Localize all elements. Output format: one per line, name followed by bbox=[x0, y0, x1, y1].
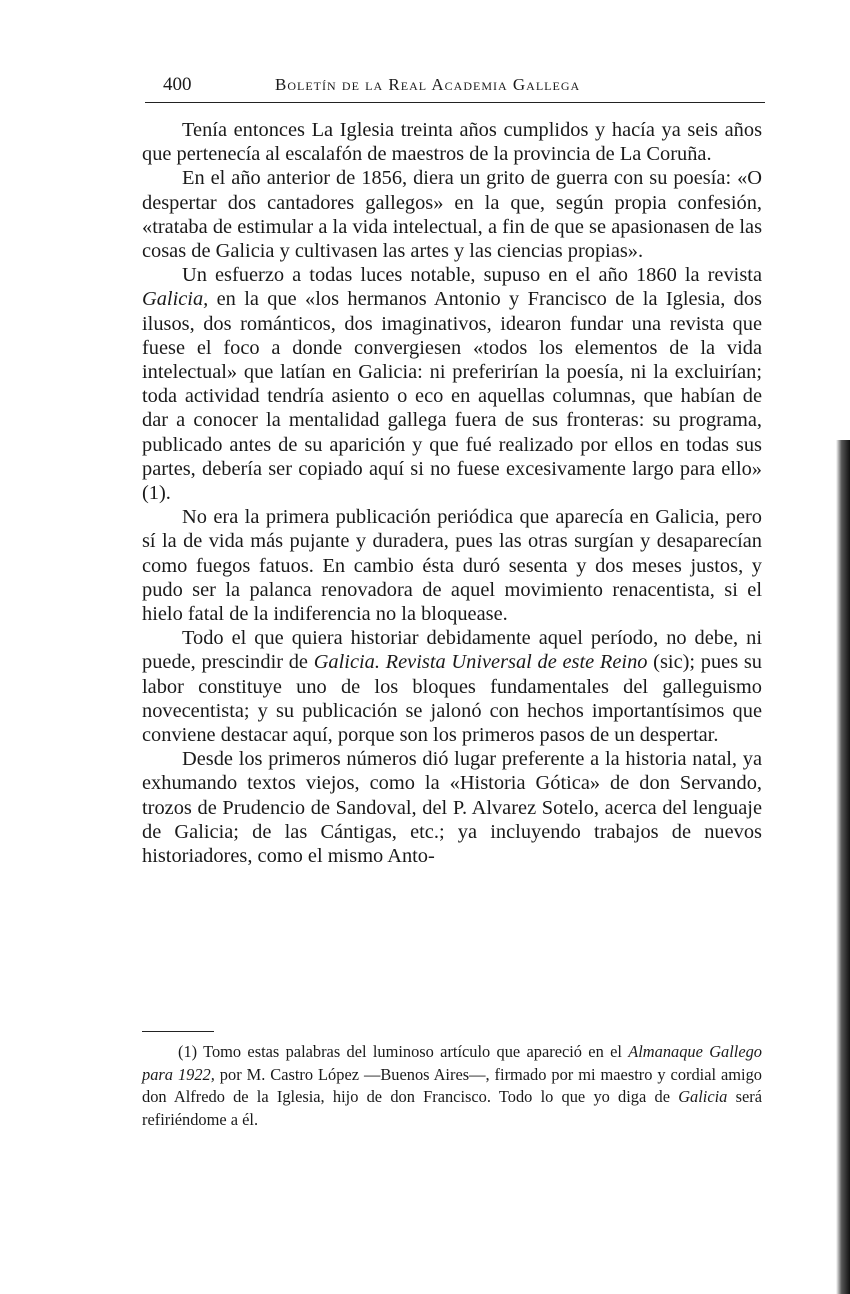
scan-edge-shadow bbox=[836, 440, 850, 1294]
paragraph-5-italic: Galicia. Revista Universal de este Reino bbox=[313, 651, 648, 674]
running-header bbox=[145, 74, 765, 103]
paragraph-1: Tenía entonces La Iglesia treinta años cumplidos y hacía ya seis años que pertenecía al escalafón de maestros de la provincia de La Coruña. bbox=[142, 119, 762, 166]
body-text bbox=[142, 118, 762, 868]
footnote-text-a: (1) Tomo estas palabras del luminoso artículo que apareció en el bbox=[178, 1042, 629, 1061]
paragraph-5-text-a: Todo el que quiera historiar debidamente aquel período, no debe, ni puede, prescindir de bbox=[142, 627, 762, 674]
page-number: 400 bbox=[163, 74, 192, 95]
paragraph-3-italic: Galicia, bbox=[142, 288, 209, 311]
footnote-italic-galicia: Galicia bbox=[678, 1087, 728, 1106]
paragraph-6: Desde los primeros números dió lugar preferente a la historia natal, ya exhumando textos viejos, como la «Historia Gótica» de don Servando, trozos de Prudencio de Sandoval, del P. Alvarez Sotelo, acerca del lenguaje de Galicia; de las Cántigas, etc.; ya incluyendo trabajos de nuevos historiadores, como el mismo Anto- bbox=[142, 748, 762, 868]
footnote-divider bbox=[142, 1031, 214, 1032]
footnote-text-b: por M. Castro López —Buenos Aires—, firmado por mi maestro y cordial amigo don Alfredo de la Iglesia, hijo de don Francisco. Todo lo que yo diga de bbox=[142, 1064, 762, 1106]
footnote bbox=[142, 1041, 762, 1131]
footnote-text-c: será refiriéndome a él. bbox=[142, 1087, 763, 1129]
paragraph-2: En el año anterior de 1856, diera un grito de guerra con su poesía: «O despertar dos cantadores gallegos» en la que, según propia confesión, «trataba de estimular a la vida intelectual, a fin de que se apasionasen de las cosas de Galicia y cultivasen las artes y las ciencias propias». bbox=[142, 167, 762, 263]
paragraph-4: No era la primera publicación periódica que aparecía en Galicia, pero sí la de vida más pujante y duradera, pues las otras surgían y desaparecían como fuegos fatuos. En cambio ésta duró sesenta y dos meses justos, y pudo ser la palanca renovadora de aquel movimiento renacentista, si el hielo fatal de la indiferencia no la bloquease. bbox=[142, 506, 762, 626]
paragraph-5 bbox=[142, 626, 762, 747]
paragraph-5-text-b: (sic); pues su labor constituye uno de los bloques fundamentales del galleguismo novecentista; y su publicación se jalonó con hechos importantísimos que conviene destacar aquí, porque son los primeros pasos de un despertar. bbox=[142, 651, 763, 747]
paragraph-3-text-a: Un esfuerzo a todas luces notable, supuso en el año 1860 la revista bbox=[182, 264, 762, 287]
footnote-italic-almanaque: Almanaque Gallego para 1922, bbox=[142, 1042, 762, 1084]
paragraph-3-text-b: en la que «los hermanos Antonio y Francisco de la Iglesia, dos ilusos, dos románticos, dos imaginativos, idearon fundar una revista que fuese el foco a donde convergiesen «todos los elementos de la vida intelectual» que latían en Galicia: ni preferirían la poesía, ni la excluirían; toda actividad tendría asiento o eco en aquellas columnas, que habían de dar a conocer la mentalidad gallega fuera de sus fronteras: su programa, publicado antes de su aparición y que fué realizado por ellos en todas sus partes, debería ser copiado aquí si no fuese excesivamente largo para ello» (1). bbox=[142, 288, 762, 505]
journal-title: Boletín de la Real Academia Gallega bbox=[275, 75, 581, 94]
paragraph-3 bbox=[142, 263, 762, 505]
